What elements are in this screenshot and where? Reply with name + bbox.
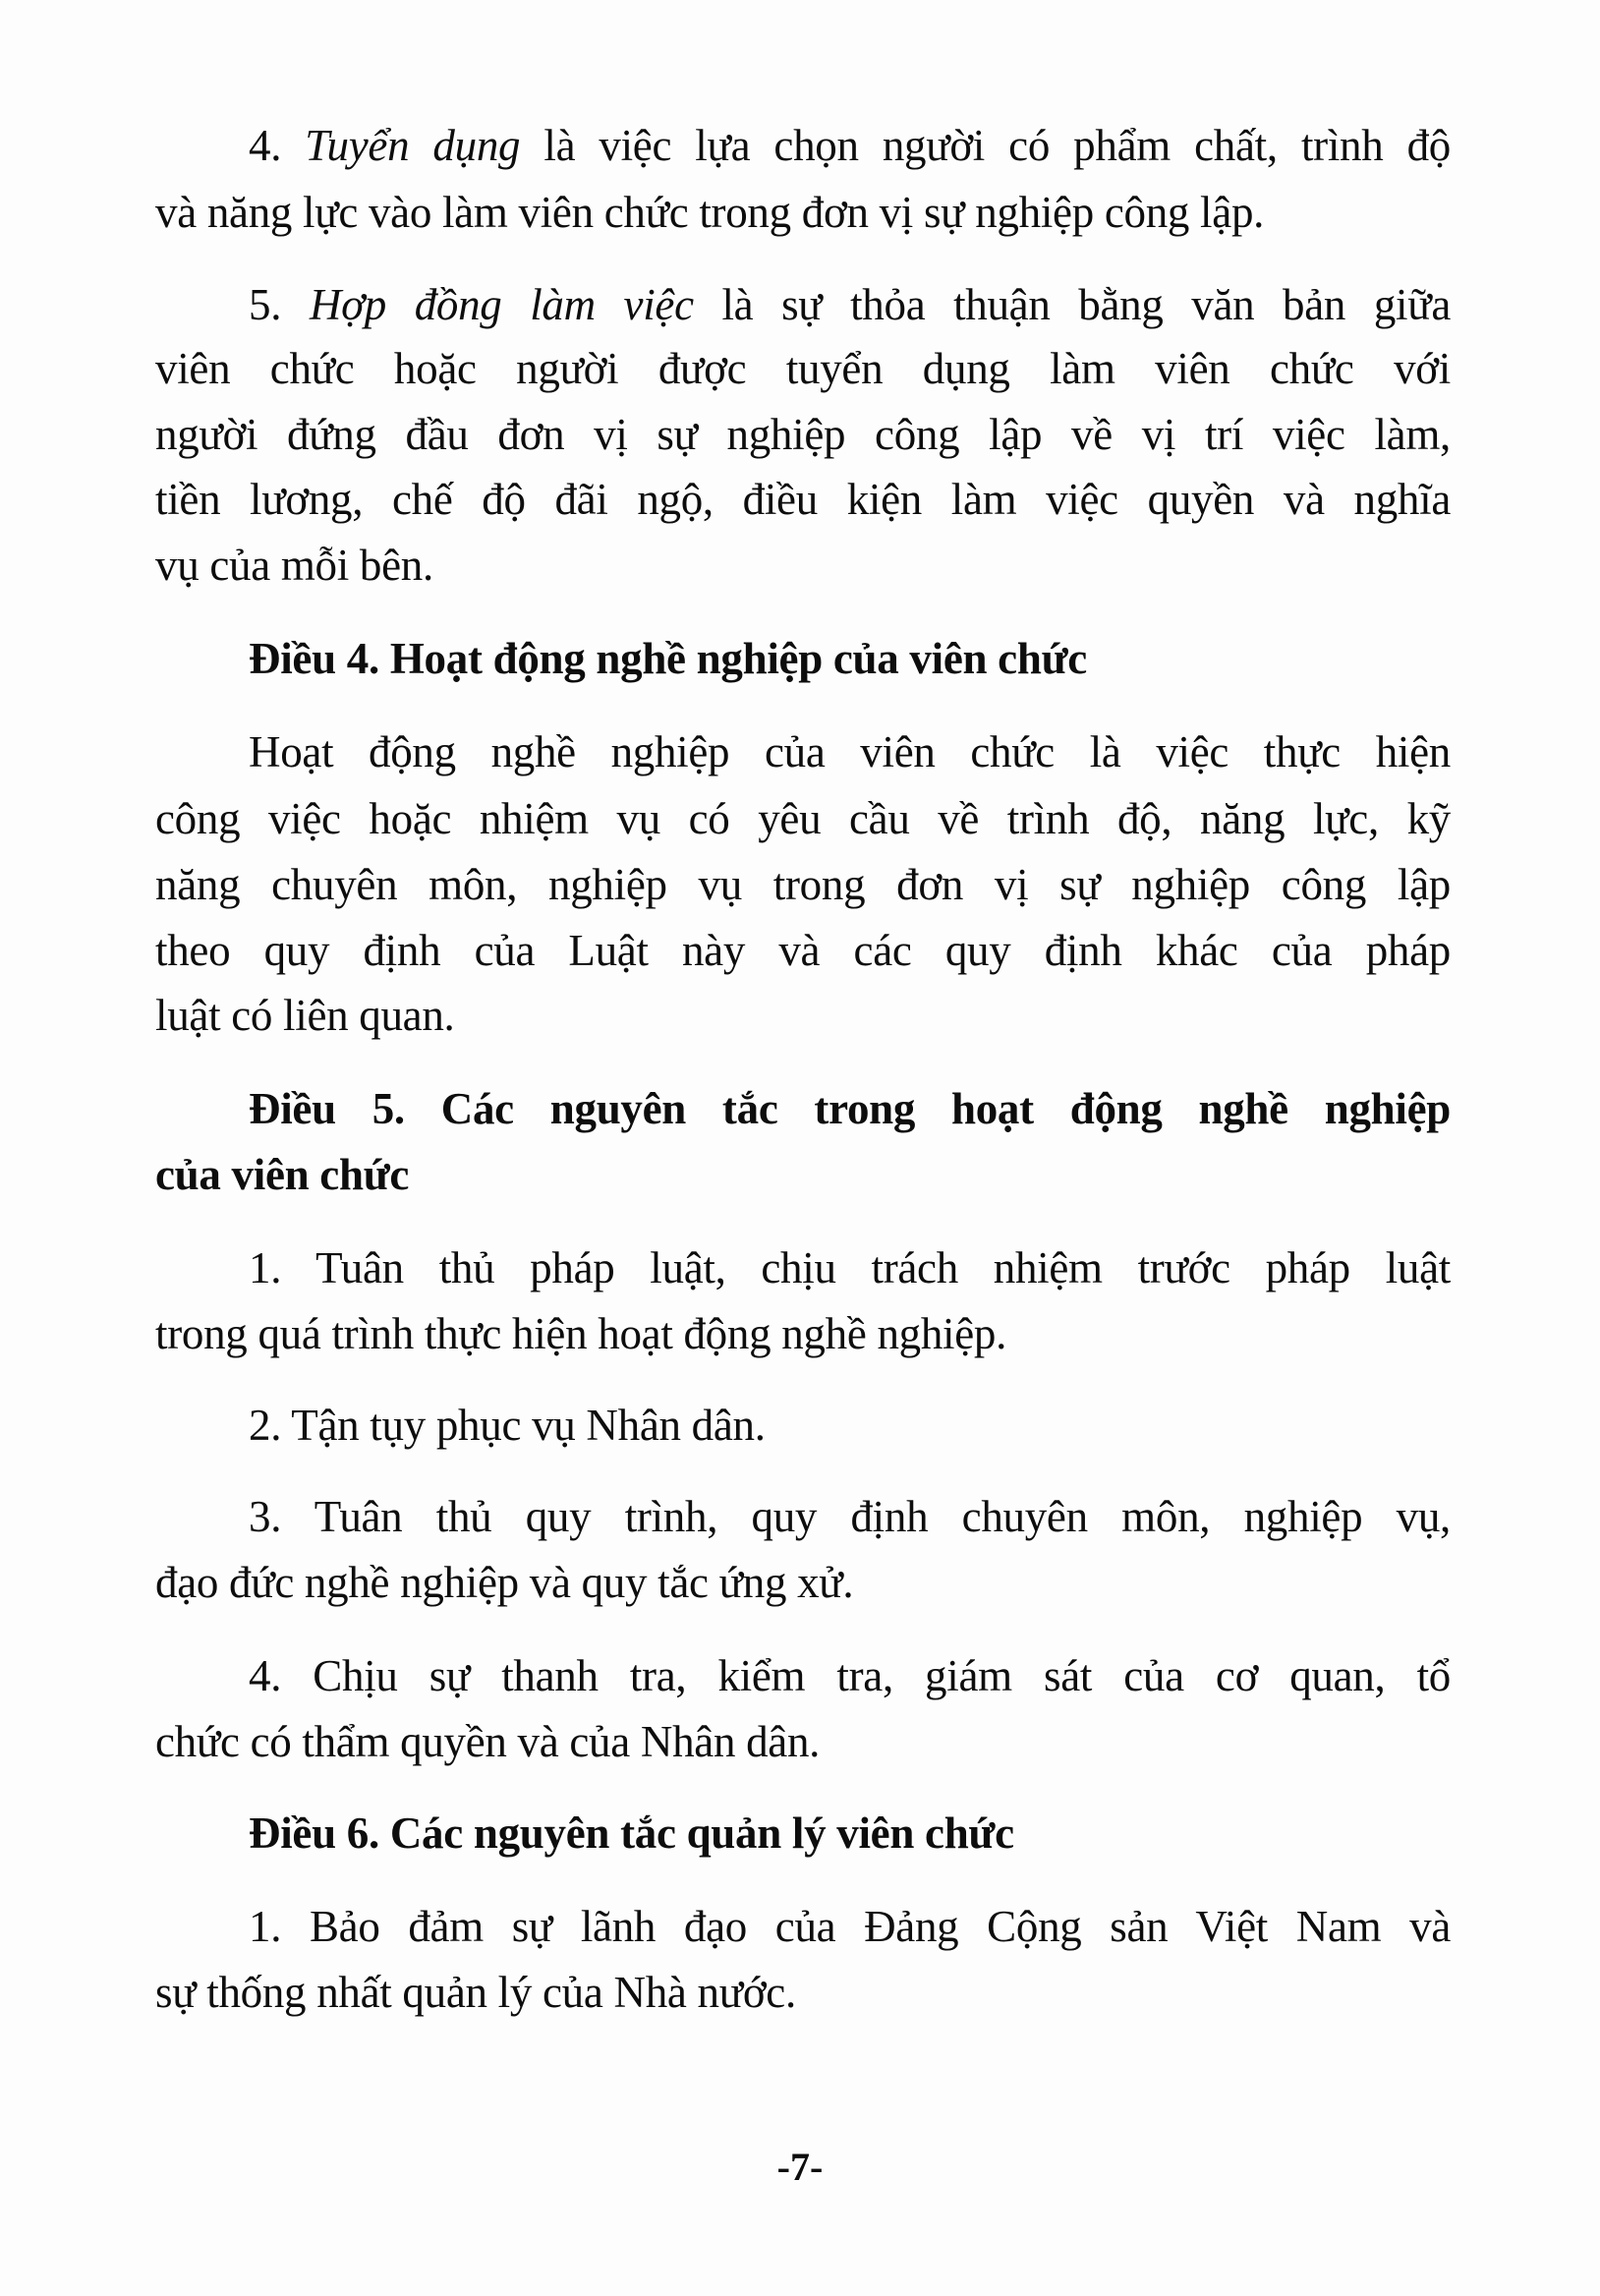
paragraph-line: 4. Chịu sự thanh tra, kiểm tra, giám sát của cơ quan, tổ: [249, 1651, 1451, 1700]
paragraph-line: 1. Bảo đảm sự lãnh đạo của Đảng Cộng sản Việt Nam và: [249, 1902, 1451, 1951]
paragraph-line: 3. Tuân thủ quy trình, quy định chuyên môn, nghiệp vụ,: [249, 1492, 1451, 1541]
paragraph-line: theo quy định của Luật này và các quy định khác của pháp: [155, 926, 1451, 975]
paragraph-line: 2. Tận tụy phục vụ Nhân dân.: [249, 1401, 766, 1450]
paragraph-line: Hoạt động nghề nghiệp của viên chức là việc thực hiện: [249, 727, 1451, 776]
clause-number: 5.: [249, 280, 310, 329]
definition-hop-dong-lam-viec: [155, 275, 1451, 334]
paragraph-line: sự thống nhất quản lý của Nhà nước.: [155, 1968, 796, 2017]
paragraph-line: viên chức hoặc người được tuyển dụng làm viên chức với: [155, 344, 1451, 393]
defined-term: Hợp đồng làm việc: [309, 280, 694, 329]
paragraph-line: và năng lực vào làm viên chức trong đơn vị sự nghiệp công lập.: [155, 188, 1265, 237]
clause-number: 4.: [249, 121, 306, 170]
paragraph-line: trong quá trình thực hiện hoạt động nghề nghiệp.: [155, 1309, 1007, 1358]
paragraph-line: người đứng đầu đơn vị sự nghiệp công lập về vị trí việc làm,: [155, 410, 1451, 459]
definition-tuyen-dung: [155, 116, 1451, 175]
page-number: -7-: [776, 2145, 824, 2189]
definition-text: là sự thỏa thuận bằng văn bản giữa: [693, 280, 1451, 329]
paragraph-line: chức có thẩm quyền và của Nhân dân.: [155, 1717, 821, 1766]
article-5-heading-cont: của viên chức: [155, 1150, 410, 1199]
paragraph-line: 1. Tuân thủ pháp luật, chịu trách nhiệm trước pháp luật: [249, 1243, 1451, 1292]
paragraph-line: công việc hoặc nhiệm vụ có yêu cầu về trình độ, năng lực, kỹ: [155, 794, 1451, 843]
defined-term: Tuyển dụng: [305, 121, 521, 170]
paragraph-line: đạo đức nghề nghiệp và quy tắc ứng xử.: [155, 1558, 854, 1607]
article-4-heading: Điều 4. Hoạt động nghề nghiệp của viên chức: [249, 634, 1087, 683]
definition-text: là việc lựa chọn người có phẩm chất, trình độ: [520, 121, 1451, 170]
paragraph-line: luật có liên quan.: [155, 991, 455, 1040]
article-6-heading: Điều 6. Các nguyên tắc quản lý viên chức: [249, 1808, 1014, 1858]
article-5-heading: Điều 5. Các nguyên tắc trong hoạt động nghề nghiệp: [249, 1084, 1451, 1133]
paragraph-line: năng chuyên môn, nghiệp vụ trong đơn vị sự nghiệp công lập: [155, 860, 1451, 909]
paragraph-line: vụ của mỗi bên.: [155, 541, 433, 590]
paragraph-line: tiền lương, chế độ đãi ngộ, điều kiện làm việc quyền và nghĩa: [155, 475, 1451, 524]
